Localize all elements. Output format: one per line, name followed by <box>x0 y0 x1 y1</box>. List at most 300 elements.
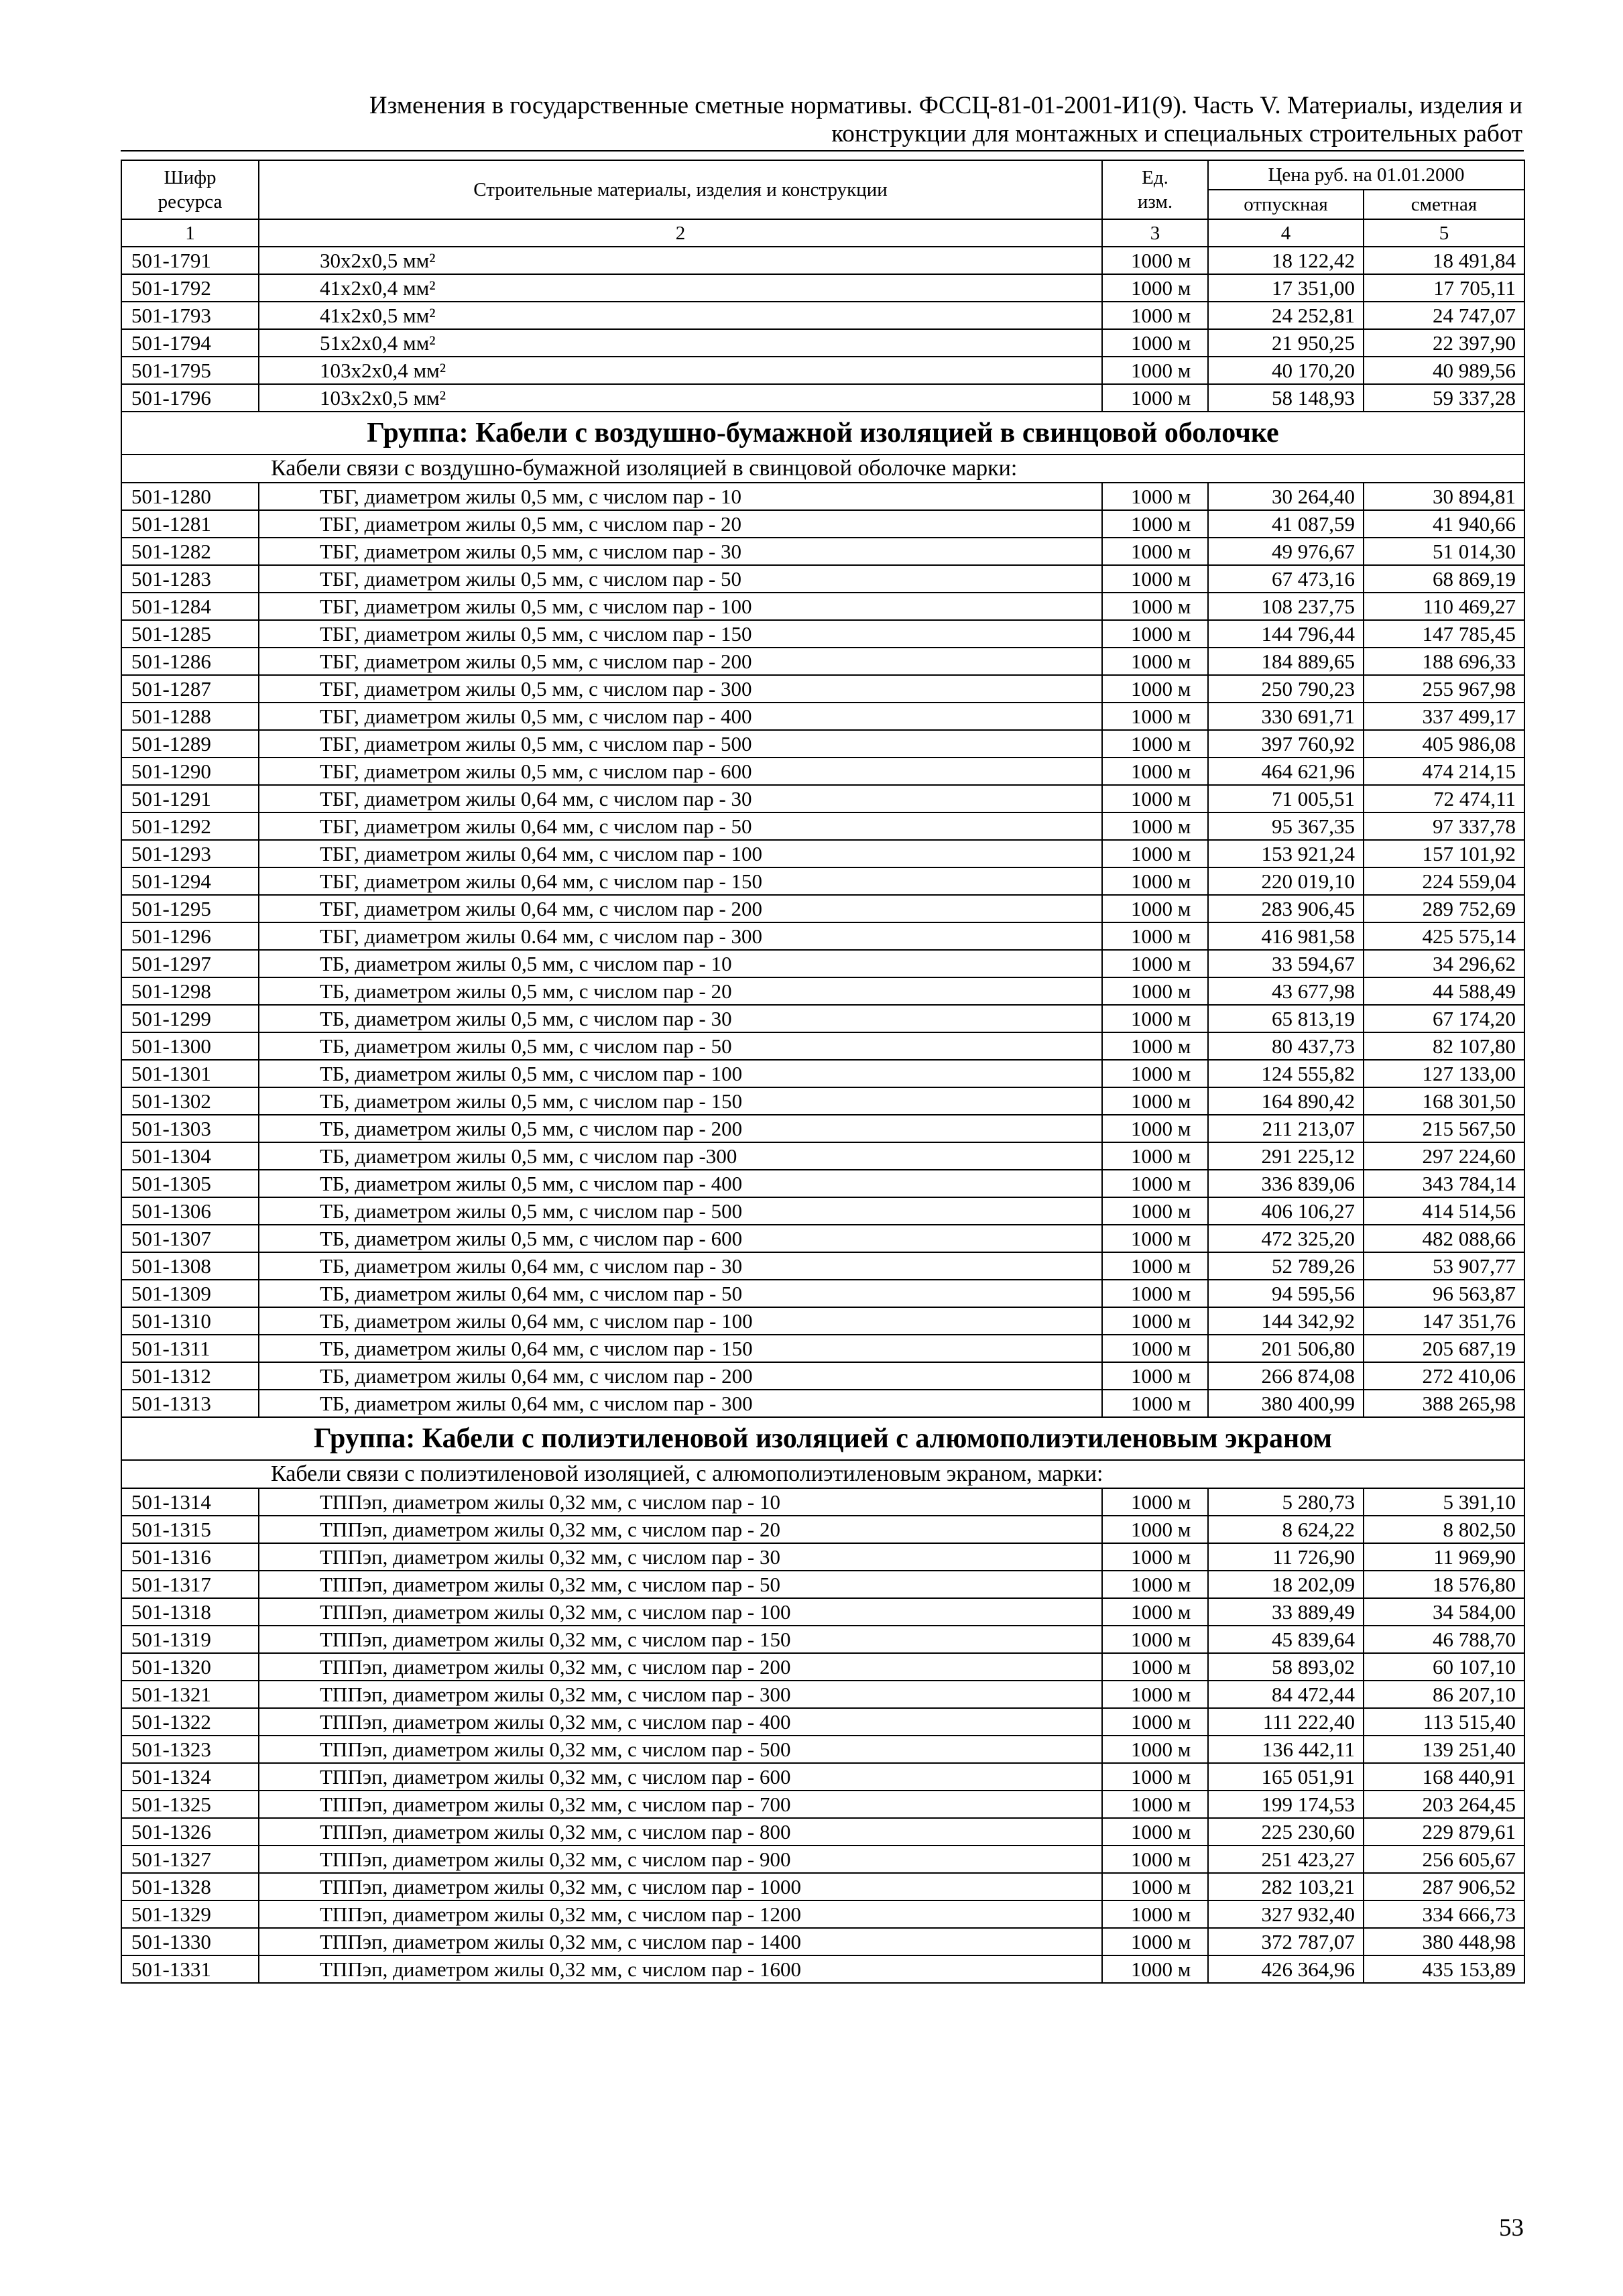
release-price: 49 976,67 <box>1208 538 1364 565</box>
estimate-price: 337 499,17 <box>1364 703 1524 730</box>
estimate-price: 334 666,73 <box>1364 1900 1524 1928</box>
col-number: 4 <box>1208 219 1364 247</box>
resource-code: 501-1287 <box>121 675 259 703</box>
table-row <box>121 1900 1524 1928</box>
unit: 1000 м <box>1102 1335 1208 1362</box>
resource-code: 501-1292 <box>121 812 259 840</box>
material-name: ТППэп, диаметром жилы 0,32 мм, с числом пар - 1400 <box>259 1928 1102 1955</box>
estimate-price: 205 687,19 <box>1364 1335 1524 1362</box>
resource-code: 501-1295 <box>121 895 259 922</box>
table-row <box>121 1598 1524 1626</box>
material-name: ТППэп, диаметром жилы 0,32 мм, с числом пар - 800 <box>259 1818 1102 1846</box>
material-name: ТБГ, диаметром жилы 0,5 мм, с числом пар - 300 <box>259 675 1102 703</box>
material-name: ТБГ, диаметром жилы 0,64 мм, с числом пар - 50 <box>259 812 1102 840</box>
group-heading: Группа: Кабели с полиэтиленовой изоляцией с алюмополиэтиленовым экраном <box>121 1417 1524 1460</box>
release-price: 52 789,26 <box>1208 1252 1364 1280</box>
unit: 1000 м <box>1102 384 1208 412</box>
release-price: 18 122,42 <box>1208 247 1364 274</box>
release-price: 58 893,02 <box>1208 1653 1364 1681</box>
unit: 1000 м <box>1102 1653 1208 1681</box>
release-price: 250 790,23 <box>1208 675 1364 703</box>
unit: 1000 м <box>1102 1736 1208 1763</box>
resource-code: 501-1322 <box>121 1708 259 1736</box>
resource-code: 501-1326 <box>121 1818 259 1846</box>
resource-code: 501-1283 <box>121 565 259 593</box>
unit: 1000 м <box>1102 1900 1208 1928</box>
material-name: ТБ, диаметром жилы 0,5 мм, с числом пар - 400 <box>259 1170 1102 1197</box>
release-price: 95 367,35 <box>1208 812 1364 840</box>
unit: 1000 м <box>1102 1846 1208 1873</box>
unit: 1000 м <box>1102 565 1208 593</box>
material-name: ТППэп, диаметром жилы 0,32 мм, с числом пар - 10 <box>259 1488 1102 1516</box>
unit: 1000 м <box>1102 1791 1208 1818</box>
resource-code: 501-1284 <box>121 593 259 620</box>
unit: 1000 м <box>1102 1543 1208 1571</box>
material-name: ТБ, диаметром жилы 0,64 мм, с числом пар - 50 <box>259 1280 1102 1307</box>
material-name: ТБ, диаметром жилы 0,5 мм, с числом пар - 50 <box>259 1032 1102 1060</box>
table-row <box>121 1818 1524 1846</box>
table-row <box>121 1955 1524 1983</box>
release-price: 24 252,81 <box>1208 302 1364 329</box>
col-header-unit-line2: изм. <box>1137 191 1173 213</box>
table-row <box>121 812 1524 840</box>
material-name: 51х2х0,4 мм² <box>259 329 1102 357</box>
col-header-code-line2: ресурса <box>158 191 223 213</box>
estimate-price: 60 107,10 <box>1364 1653 1524 1681</box>
estimate-price: 40 989,56 <box>1364 357 1524 384</box>
release-price: 108 237,75 <box>1208 593 1364 620</box>
release-price: 144 342,92 <box>1208 1307 1364 1335</box>
estimate-price: 168 440,91 <box>1364 1763 1524 1791</box>
estimate-price: 147 785,45 <box>1364 620 1524 648</box>
estimate-price: 17 705,11 <box>1364 274 1524 302</box>
col-header-estimate: сметная <box>1364 190 1524 219</box>
resource-code: 501-1307 <box>121 1225 259 1252</box>
release-price: 327 932,40 <box>1208 1900 1364 1928</box>
resource-code: 501-1305 <box>121 1170 259 1197</box>
resource-code: 501-1291 <box>121 785 259 812</box>
group-heading: Группа: Кабели с воздушно-бумажной изоляцией в свинцовой оболочке <box>121 412 1524 455</box>
estimate-price: 272 410,06 <box>1364 1362 1524 1390</box>
subgroup-heading: Кабели связи с полиэтиленовой изоляцией, с алюмополиэтиленовым экраном, марки: <box>121 1460 1524 1488</box>
table-row <box>121 1170 1524 1197</box>
table-row <box>121 675 1524 703</box>
unit: 1000 м <box>1102 1362 1208 1390</box>
release-price: 372 787,07 <box>1208 1928 1364 1955</box>
material-name: ТППэп, диаметром жилы 0,32 мм, с числом пар - 700 <box>259 1791 1102 1818</box>
page-number: 53 <box>1499 2214 1524 2242</box>
table-row <box>121 1516 1524 1543</box>
unit: 1000 м <box>1102 593 1208 620</box>
material-name: 41х2х0,5 мм² <box>259 302 1102 329</box>
estimate-price: 388 265,98 <box>1364 1390 1524 1417</box>
col-header-unit <box>1102 160 1208 219</box>
table-row <box>121 730 1524 758</box>
table-row <box>121 950 1524 977</box>
resource-code: 501-1319 <box>121 1626 259 1653</box>
resource-code: 501-1795 <box>121 357 259 384</box>
material-name: ТБГ, диаметром жилы 0,5 мм, с числом пар - 30 <box>259 538 1102 565</box>
table-row <box>121 1307 1524 1335</box>
estimate-price: 139 251,40 <box>1364 1736 1524 1763</box>
resource-code: 501-1312 <box>121 1362 259 1390</box>
estimate-price: 34 584,00 <box>1364 1598 1524 1626</box>
table-row <box>121 1252 1524 1280</box>
table-row <box>121 329 1524 357</box>
table-body <box>121 247 1524 1983</box>
table-row <box>121 1488 1524 1516</box>
unit: 1000 м <box>1102 247 1208 274</box>
estimate-price: 256 605,67 <box>1364 1846 1524 1873</box>
unit: 1000 м <box>1102 730 1208 758</box>
material-name: ТБГ, диаметром жилы 0,5 мм, с числом пар - 500 <box>259 730 1102 758</box>
table-row <box>121 1791 1524 1818</box>
group-heading-row <box>121 1417 1524 1460</box>
release-price: 41 087,59 <box>1208 510 1364 538</box>
table-row <box>121 1390 1524 1417</box>
unit: 1000 м <box>1102 1626 1208 1653</box>
unit: 1000 м <box>1102 1598 1208 1626</box>
material-name: ТБ, диаметром жилы 0,5 мм, с числом пар - 600 <box>259 1225 1102 1252</box>
release-price: 30 264,40 <box>1208 483 1364 510</box>
resource-code: 501-1791 <box>121 247 259 274</box>
estimate-price: 343 784,14 <box>1364 1170 1524 1197</box>
resource-code: 501-1299 <box>121 1005 259 1032</box>
estimate-price: 72 474,11 <box>1364 785 1524 812</box>
estimate-price: 405 986,08 <box>1364 730 1524 758</box>
estimate-price: 380 448,98 <box>1364 1928 1524 1955</box>
material-name: ТБГ, диаметром жилы 0,5 мм, с числом пар - 100 <box>259 593 1102 620</box>
estimate-price: 18 576,80 <box>1364 1571 1524 1598</box>
table-row <box>121 895 1524 922</box>
release-price: 153 921,24 <box>1208 840 1364 867</box>
release-price: 164 890,42 <box>1208 1087 1364 1115</box>
material-name: ТППэп, диаметром жилы 0,32 мм, с числом пар - 400 <box>259 1708 1102 1736</box>
price-table <box>121 160 1525 1984</box>
resource-code: 501-1317 <box>121 1571 259 1598</box>
release-price: 80 437,73 <box>1208 1032 1364 1060</box>
material-name: ТБГ, диаметром жилы 0,64 мм, с числом пар - 30 <box>259 785 1102 812</box>
table-row <box>121 867 1524 895</box>
col-number: 5 <box>1364 219 1524 247</box>
release-price: 67 473,16 <box>1208 565 1364 593</box>
material-name: ТБГ, диаметром жилы 0,5 мм, с числом пар - 400 <box>259 703 1102 730</box>
material-name: ТППэп, диаметром жилы 0,32 мм, с числом пар - 300 <box>259 1681 1102 1708</box>
material-name: ТБ, диаметром жилы 0,5 мм, с числом пар - 200 <box>259 1115 1102 1142</box>
table-row <box>121 357 1524 384</box>
release-price: 21 950,25 <box>1208 329 1364 357</box>
material-name: ТППэп, диаметром жилы 0,32 мм, с числом пар - 30 <box>259 1543 1102 1571</box>
table-row <box>121 1763 1524 1791</box>
unit: 1000 м <box>1102 1763 1208 1791</box>
unit: 1000 м <box>1102 1307 1208 1335</box>
unit: 1000 м <box>1102 922 1208 950</box>
resource-code: 501-1793 <box>121 302 259 329</box>
resource-code: 501-1328 <box>121 1873 259 1900</box>
unit: 1000 м <box>1102 1571 1208 1598</box>
unit: 1000 м <box>1102 1390 1208 1417</box>
resource-code: 501-1325 <box>121 1791 259 1818</box>
release-price: 144 796,44 <box>1208 620 1364 648</box>
table-row <box>121 1087 1524 1115</box>
release-price: 33 594,67 <box>1208 950 1364 977</box>
material-name: ТБ, диаметром жилы 0,5 мм, с числом пар - 500 <box>259 1197 1102 1225</box>
material-name: ТБ, диаметром жилы 0,64 мм, с числом пар - 100 <box>259 1307 1102 1335</box>
unit: 1000 м <box>1102 1955 1208 1983</box>
unit: 1000 м <box>1102 1280 1208 1307</box>
resource-code: 501-1324 <box>121 1763 259 1791</box>
release-price: 71 005,51 <box>1208 785 1364 812</box>
release-price: 33 889,49 <box>1208 1598 1364 1626</box>
material-name: ТППэп, диаметром жилы 0,32 мм, с числом пар - 600 <box>259 1763 1102 1791</box>
estimate-price: 82 107,80 <box>1364 1032 1524 1060</box>
estimate-price: 96 563,87 <box>1364 1280 1524 1307</box>
table-row <box>121 1736 1524 1763</box>
release-price: 211 213,07 <box>1208 1115 1364 1142</box>
release-price: 380 400,99 <box>1208 1390 1364 1417</box>
unit: 1000 м <box>1102 1708 1208 1736</box>
col-number: 3 <box>1102 219 1208 247</box>
material-name: 103х2х0,4 мм² <box>259 357 1102 384</box>
col-header-release: отпускная <box>1208 190 1364 219</box>
material-name: ТППэп, диаметром жилы 0,32 мм, с числом пар - 900 <box>259 1846 1102 1873</box>
unit: 1000 м <box>1102 302 1208 329</box>
estimate-price: 24 747,07 <box>1364 302 1524 329</box>
table-row <box>121 922 1524 950</box>
resource-code: 501-1309 <box>121 1280 259 1307</box>
resource-code: 501-1294 <box>121 867 259 895</box>
resource-code: 501-1303 <box>121 1115 259 1142</box>
material-name: ТБ, диаметром жилы 0,5 мм, с числом пар - 30 <box>259 1005 1102 1032</box>
table-row <box>121 510 1524 538</box>
estimate-price: 482 088,66 <box>1364 1225 1524 1252</box>
material-name: ТППэп, диаметром жилы 0,32 мм, с числом пар - 200 <box>259 1653 1102 1681</box>
table-row <box>121 1280 1524 1307</box>
resource-code: 501-1304 <box>121 1142 259 1170</box>
estimate-price: 147 351,76 <box>1364 1307 1524 1335</box>
unit: 1000 м <box>1102 1818 1208 1846</box>
release-price: 165 051,91 <box>1208 1763 1364 1791</box>
estimate-price: 51 014,30 <box>1364 538 1524 565</box>
release-price: 124 555,82 <box>1208 1060 1364 1087</box>
material-name: ТБ, диаметром жилы 0,64 мм, с числом пар - 300 <box>259 1390 1102 1417</box>
table-row <box>121 1005 1524 1032</box>
estimate-price: 30 894,81 <box>1364 483 1524 510</box>
estimate-price: 46 788,70 <box>1364 1626 1524 1653</box>
table-row <box>121 302 1524 329</box>
estimate-price: 68 869,19 <box>1364 565 1524 593</box>
table-row <box>121 593 1524 620</box>
estimate-price: 157 101,92 <box>1364 840 1524 867</box>
table-row <box>121 1197 1524 1225</box>
release-price: 472 325,20 <box>1208 1225 1364 1252</box>
release-price: 225 230,60 <box>1208 1818 1364 1846</box>
col-header-price: Цена руб. на 01.01.2000 <box>1208 160 1524 190</box>
col-header-unit-line1: Ед. <box>1142 167 1168 188</box>
unit: 1000 м <box>1102 812 1208 840</box>
estimate-price: 414 514,56 <box>1364 1197 1524 1225</box>
estimate-price: 425 575,14 <box>1364 922 1524 950</box>
estimate-price: 18 491,84 <box>1364 247 1524 274</box>
table-row <box>121 1335 1524 1362</box>
resource-code: 501-1297 <box>121 950 259 977</box>
table-row <box>121 1708 1524 1736</box>
release-price: 406 106,27 <box>1208 1197 1364 1225</box>
resource-code: 501-1330 <box>121 1928 259 1955</box>
resource-code: 501-1329 <box>121 1900 259 1928</box>
estimate-price: 34 296,62 <box>1364 950 1524 977</box>
release-price: 336 839,06 <box>1208 1170 1364 1197</box>
estimate-price: 110 469,27 <box>1364 593 1524 620</box>
table-row <box>121 247 1524 274</box>
release-price: 17 351,00 <box>1208 274 1364 302</box>
unit: 1000 м <box>1102 274 1208 302</box>
subgroup-heading-row <box>121 455 1524 483</box>
table-row <box>121 1060 1524 1087</box>
estimate-price: 86 207,10 <box>1364 1681 1524 1708</box>
estimate-price: 8 802,50 <box>1364 1516 1524 1543</box>
estimate-price: 435 153,89 <box>1364 1955 1524 1983</box>
estimate-price: 297 224,60 <box>1364 1142 1524 1170</box>
unit: 1000 м <box>1102 648 1208 675</box>
unit: 1000 м <box>1102 1060 1208 1087</box>
release-price: 330 691,71 <box>1208 703 1364 730</box>
resource-code: 501-1323 <box>121 1736 259 1763</box>
release-price: 199 174,53 <box>1208 1791 1364 1818</box>
estimate-price: 67 174,20 <box>1364 1005 1524 1032</box>
estimate-price: 113 515,40 <box>1364 1708 1524 1736</box>
release-price: 45 839,64 <box>1208 1626 1364 1653</box>
table-row <box>121 1362 1524 1390</box>
unit: 1000 м <box>1102 895 1208 922</box>
release-price: 11 726,90 <box>1208 1543 1364 1571</box>
estimate-price: 188 696,33 <box>1364 648 1524 675</box>
unit: 1000 м <box>1102 1032 1208 1060</box>
release-price: 5 280,73 <box>1208 1488 1364 1516</box>
resource-code: 501-1796 <box>121 384 259 412</box>
table-row <box>121 1846 1524 1873</box>
resource-code: 501-1296 <box>121 922 259 950</box>
resource-code: 501-1290 <box>121 758 259 785</box>
unit: 1000 м <box>1102 357 1208 384</box>
resource-code: 501-1298 <box>121 977 259 1005</box>
material-name: ТППэп, диаметром жилы 0,32 мм, с числом пар - 20 <box>259 1516 1102 1543</box>
table-row <box>121 758 1524 785</box>
material-name: ТБГ, диаметром жилы 0,5 мм, с числом пар - 50 <box>259 565 1102 593</box>
release-price: 184 889,65 <box>1208 648 1364 675</box>
unit: 1000 м <box>1102 840 1208 867</box>
table-row <box>121 785 1524 812</box>
release-price: 220 019,10 <box>1208 867 1364 895</box>
release-price: 201 506,80 <box>1208 1335 1364 1362</box>
unit: 1000 м <box>1102 675 1208 703</box>
estimate-price: 474 214,15 <box>1364 758 1524 785</box>
table-row <box>121 565 1524 593</box>
table-row <box>121 274 1524 302</box>
release-price: 43 677,98 <box>1208 977 1364 1005</box>
resource-code: 501-1310 <box>121 1307 259 1335</box>
header-rule <box>121 150 1524 152</box>
running-header-line-2: конструкции для монтажных и специальных строительных работ <box>831 120 1522 147</box>
resource-code: 501-1321 <box>121 1681 259 1708</box>
estimate-price: 53 907,77 <box>1364 1252 1524 1280</box>
resource-code: 501-1301 <box>121 1060 259 1087</box>
resource-code: 501-1314 <box>121 1488 259 1516</box>
estimate-price: 41 940,66 <box>1364 510 1524 538</box>
resource-code: 501-1302 <box>121 1087 259 1115</box>
unit: 1000 м <box>1102 867 1208 895</box>
release-price: 397 760,92 <box>1208 730 1364 758</box>
release-price: 251 423,27 <box>1208 1846 1364 1873</box>
unit: 1000 м <box>1102 1115 1208 1142</box>
table-row <box>121 1115 1524 1142</box>
material-name: ТБГ, диаметром жилы 0,5 мм, с числом пар - 150 <box>259 620 1102 648</box>
release-price: 416 981,58 <box>1208 922 1364 950</box>
material-name: ТБГ, диаметром жилы 0,64 мм, с числом пар - 150 <box>259 867 1102 895</box>
release-price: 266 874,08 <box>1208 1362 1364 1390</box>
unit: 1000 м <box>1102 510 1208 538</box>
material-name: ТБ, диаметром жилы 0,64 мм, с числом пар - 30 <box>259 1252 1102 1280</box>
estimate-price: 168 301,50 <box>1364 1087 1524 1115</box>
table-row <box>121 1873 1524 1900</box>
resource-code: 501-1281 <box>121 510 259 538</box>
release-price: 18 202,09 <box>1208 1571 1364 1598</box>
unit: 1000 м <box>1102 785 1208 812</box>
table-row <box>121 648 1524 675</box>
resource-code: 501-1280 <box>121 483 259 510</box>
release-price: 426 364,96 <box>1208 1955 1364 1983</box>
resource-code: 501-1306 <box>121 1197 259 1225</box>
estimate-price: 203 264,45 <box>1364 1791 1524 1818</box>
resource-code: 501-1286 <box>121 648 259 675</box>
running-header-line-1: Изменения в государственные сметные нормативы. ФССЦ-81-01-2001-И1(9). Часть V. Материалы, изделия и <box>369 92 1522 119</box>
estimate-price: 44 588,49 <box>1364 977 1524 1005</box>
unit: 1000 м <box>1102 1681 1208 1708</box>
table-row <box>121 977 1524 1005</box>
column-number-row <box>121 219 1524 247</box>
unit: 1000 м <box>1102 1252 1208 1280</box>
resource-code: 501-1316 <box>121 1543 259 1571</box>
resource-code: 501-1315 <box>121 1516 259 1543</box>
resource-code: 501-1282 <box>121 538 259 565</box>
material-name: ТБ, диаметром жилы 0,64 мм, с числом пар - 200 <box>259 1362 1102 1390</box>
resource-code: 501-1313 <box>121 1390 259 1417</box>
material-name: ТППэп, диаметром жилы 0,32 мм, с числом пар - 1200 <box>259 1900 1102 1928</box>
resource-code: 501-1327 <box>121 1846 259 1873</box>
release-price: 65 813,19 <box>1208 1005 1364 1032</box>
estimate-price: 97 337,78 <box>1364 812 1524 840</box>
unit: 1000 м <box>1102 1087 1208 1115</box>
col-header-name: Строительные материалы, изделия и конструкции <box>259 160 1102 219</box>
unit: 1000 м <box>1102 483 1208 510</box>
material-name: ТБГ, диаметром жилы 0,5 мм, с числом пар - 600 <box>259 758 1102 785</box>
resource-code: 501-1288 <box>121 703 259 730</box>
material-name: 41х2х0,4 мм² <box>259 274 1102 302</box>
material-name: ТППэп, диаметром жилы 0,32 мм, с числом пар - 500 <box>259 1736 1102 1763</box>
unit: 1000 м <box>1102 758 1208 785</box>
table-row <box>121 1225 1524 1252</box>
table-row <box>121 840 1524 867</box>
table-row <box>121 1142 1524 1170</box>
material-name: ТБ, диаметром жилы 0,5 мм, с числом пар - 100 <box>259 1060 1102 1087</box>
material-name: ТБГ, диаметром жилы 0,64 мм, с числом пар - 200 <box>259 895 1102 922</box>
table-row <box>121 1626 1524 1653</box>
table-row <box>121 538 1524 565</box>
resource-code: 501-1285 <box>121 620 259 648</box>
table-row <box>121 703 1524 730</box>
resource-code: 501-1311 <box>121 1335 259 1362</box>
subgroup-heading-row <box>121 1460 1524 1488</box>
